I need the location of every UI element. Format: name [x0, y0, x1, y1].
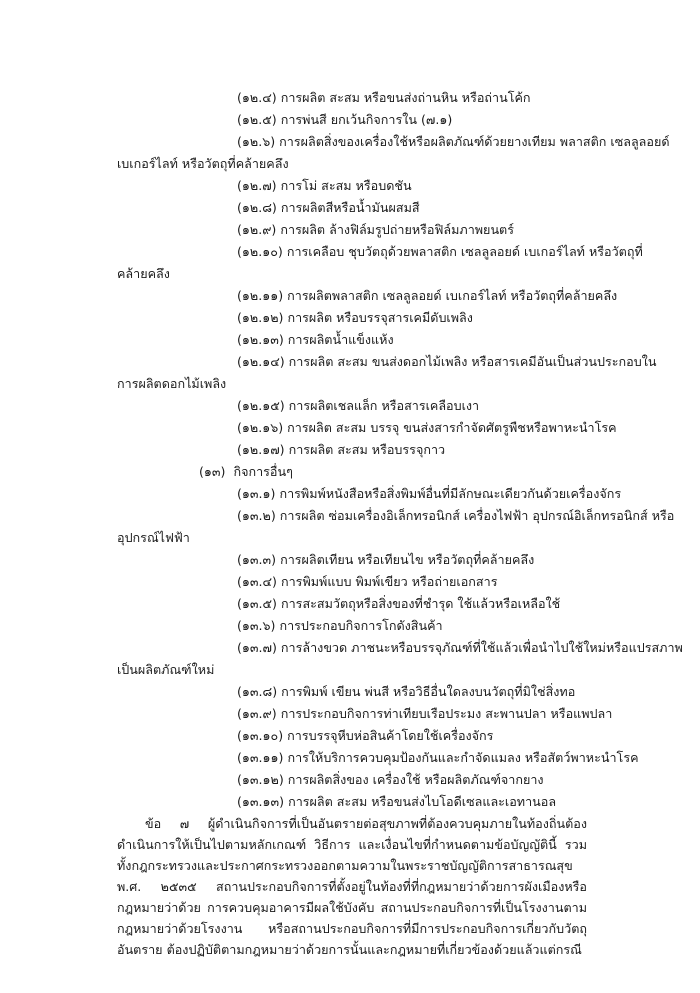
list-item-continuation: อุปกรณ์ไฟฟ้า	[117, 530, 190, 545]
list-item: (๑๒.๑๔) การผลิต สะสม ขนส่งดอกไม้เพลิง หรือสารเคมีอันเป็นส่วนประกอบใน	[237, 354, 657, 369]
list-item: (๑๓.๑๓) การผลิต สะสม หรือขนส่งไบโอดีเซลและเอทานอล	[237, 794, 557, 809]
list-item: (๑๒.๔) การผลิต สะสม หรือขนส่งถ่านหิน หรือถ่านโค้ก	[237, 90, 531, 105]
list-item: (๑๓.๘) การพิมพ์ เขียน พ่นสี หรือวิธีอื่นใดลงบนวัตถุที่มิใช่สิ่งทอ	[237, 684, 576, 699]
list-item: (๑๓.๑๒) การผลิตสิ่งของ เครื่องใช้ หรือผลิตภัณฑ์จากยาง	[237, 772, 544, 787]
list-item: (๑๓.๕) การสะสมวัตถุหรือสิ่งของที่ชำรุด ใช้แล้วหรือเหลือใช้	[237, 596, 561, 611]
list-item: (๑๓.๑) การพิมพ์หนังสือหรือสิ่งพิมพ์อื่นที่มีลักษณะเดียวกันด้วยเครื่องจักร	[237, 486, 622, 501]
list-item: (๑๒.๑๖) การผลิต สะสม บรรจุ ขนส่งสารกำจัดศัตรูพืชหรือพาหะนำโรค	[237, 420, 617, 435]
list-item: (๑๓.๔) การพิมพ์แบบ พิมพ์เขียว หรือถ่ายเอกสาร	[237, 574, 498, 589]
list-item: (๑๒.๑๐) การเคลือบ ชุบวัตถุด้วยพลาสติก เซลลูลอยด์ เบเกอร์ไลท์ หรือวัตถุที่	[237, 244, 643, 259]
list-item: (๑๒.๑๗) การผลิต สะสม หรือบรรจุกาว	[237, 442, 446, 457]
list-item: (๑๒.๑๕) การผลิตเชลแล็ก หรือสารเคลือบเงา	[237, 398, 480, 413]
list-item: (๑๓.๑๑) การให้บริการควบคุมป้องกันและกำจัดแมลง หรือสัตว์พาหะนำโรค	[237, 750, 639, 765]
list-item-continuation: คล้ายคลึง	[117, 266, 170, 281]
list-item: (๑๓.๓) การผลิตเทียน หรือเทียนไข หรือวัตถุที่คล้ายคลึง	[237, 552, 535, 567]
list-item: (๑๒.๘) การผลิตสีหรือน้ำมันผสมสี	[237, 200, 420, 215]
list-item: (๑๓.๒) การผลิต ซ่อมเครื่องอิเล็กทรอนิกส์ เครื่องไฟฟ้า อุปกรณ์อิเล็กทรอนิกส์ หรือ	[237, 508, 675, 523]
article-7-paragraph: ข้อ ๗ ผู้ดำเนินกิจการที่เป็นอันตรายต่อสุขภาพที่ต้องควบคุมภายในท้องถิ่นต้องดำเนินการให้เป็นไปตามหลักเกณฑ์ วิธีการ และเงื่อนไขที่กำหนดตามข้อบัญญัตินี้ รวมทั้งกฎกระทรวงและประกาศกระทรวงออกตามความในพระราชบัญญัติการสาธารณสุข พ.ศ. ๒๕๓๕ สถานประกอบกิจการที่ตั้งอยู่ในท้องที่ที่กฎหมายว่าด้วยการผังเมืองหรือกฎหมายว่าด้วย การควบคุมอาคารมีผลใช้บังคับ สถานประกอบกิจการที่เป็นโรงงานตามกฎหมายว่าด้วยโรงงาน หรือสถานประกอบกิจการที่มีการประกอบกิจการเกี่ยวกับวัตถุอันตราย ต้องปฏิบัติตามกฎหมายว่าด้วยการนั้นและกฎหมายที่เกี่ยวข้องด้วยแล้วแต่กรณี	[117, 816, 587, 957]
list-item: (๑๒.๙) การผลิต ล้างฟิล์มรูปถ่ายหรือฟิล์มภาพยนตร์	[237, 222, 514, 237]
list-item: (๑๒.๑๑) การผลิตพลาสติก เซลลูลอยด์ เบเกอร์ไลท์ หรือวัตถุที่คล้ายคลึง	[237, 288, 618, 303]
list-item: (๑๒.๖) การผลิตสิ่งของเครื่องใช้หรือผลิตภัณฑ์ด้วยยางเทียม พลาสติก เซลลูลอยด์	[237, 134, 670, 149]
section-heading: (๑๓) กิจการอื่นๆ	[199, 464, 293, 479]
list-item: (๑๒.๑๒) การผลิต หรือบรรจุสารเคมีดับเพลิง	[237, 310, 473, 325]
list-item-continuation: เบเกอร์ไลท์ หรือวัตถุที่คล้ายคลึง	[117, 156, 289, 171]
list-item: (๑๒.๕) การพ่นสี ยกเว้นกิจการใน (๗.๑)	[237, 112, 453, 127]
list-item-continuation: การผลิตดอกไม้เพลิง	[117, 376, 227, 391]
list-item: (๑๓.๗) การล้างขวด ภาชนะหรือบรรจุภัณฑ์ที่ใช้แล้วเพื่อนำไปใช้ใหม่หรือแปรสภาพ	[237, 640, 683, 655]
list-item: (๑๓.๖) การประกอบกิจการโกดังสินค้า	[237, 618, 443, 633]
list-item: (๑๒.๗) การโม่ สะสม หรือบดชัน	[237, 178, 412, 193]
list-item: (๑๓.๑๐) การบรรจุหีบห่อสินค้าโดยใช้เครื่องจักร	[237, 728, 494, 743]
list-item: (๑๓.๙) การประกอบกิจการท่าเทียบเรือประมง สะพานปลา หรือแพปลา	[237, 706, 613, 721]
list-item: (๑๒.๑๓) การผลิตน้ำแข็งแห้ง	[237, 332, 394, 347]
list-item-continuation: เป็นผลิตภัณฑ์ใหม่	[117, 662, 215, 677]
